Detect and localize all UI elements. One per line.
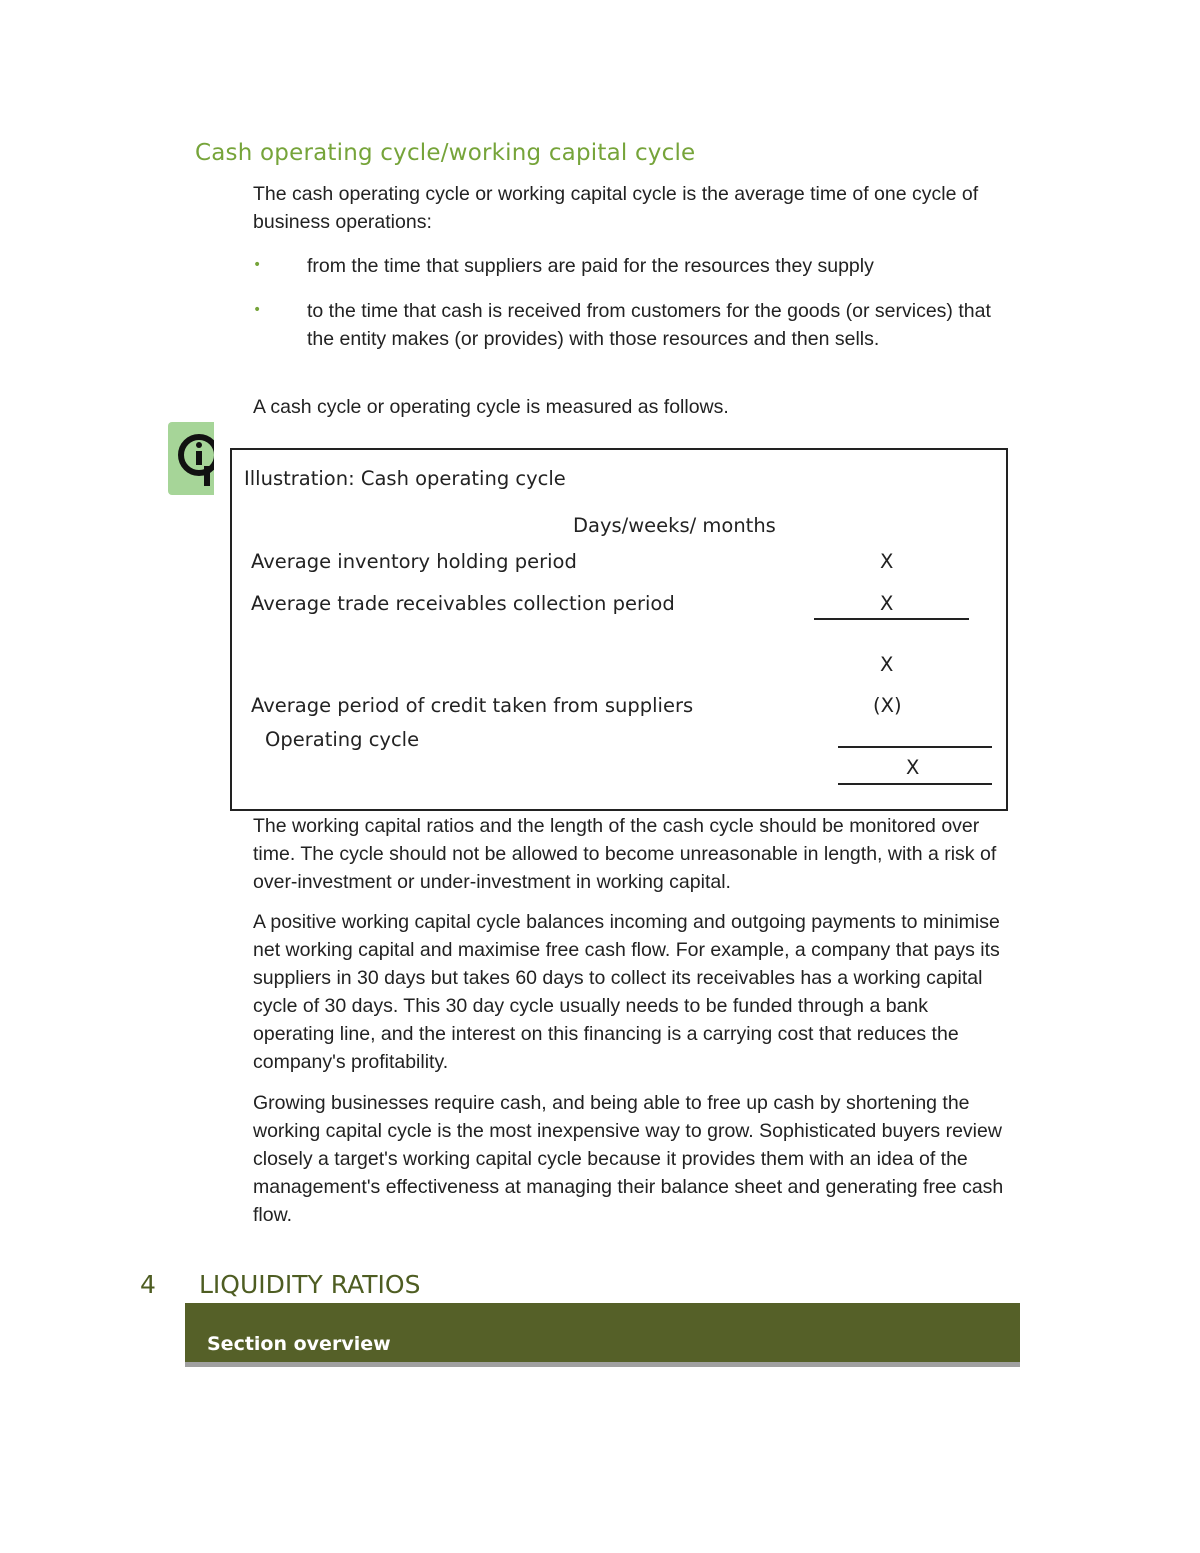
inventory-value: X xyxy=(880,550,894,573)
paragraph-monitoring: The working capital ratios and the length of the cash cycle should be monitored over time. The cycle should not be allowed to become unreasonable in length, with a risk of over-investment or under-investment in working capital. xyxy=(253,815,997,893)
measure-intro: A cash cycle or operating cycle is measured as follows. xyxy=(253,396,729,418)
bullet-marker: • xyxy=(253,257,262,273)
intro-paragraph: The cash operating cycle or working capital cycle is the average time of one cycle of business operations: xyxy=(253,183,979,233)
bullet-marker: • xyxy=(253,302,262,318)
section-heading: Cash operating cycle/working capital cycle xyxy=(195,140,696,166)
subtotal-value: X xyxy=(880,653,894,676)
suppliers-label: Average period of credit taken from suppliers xyxy=(251,694,694,717)
total-bottom-rule xyxy=(838,783,992,785)
illustration-box xyxy=(230,448,1008,811)
paragraph-growing-businesses: Growing businesses require cash, and being able to free up cash by shortening the working capital cycle is the most inexpensive way to grow. Sophisticated buyers review closely a target's working capital cycle because it provides them with an idea of the management's effectiveness at managing their balance sheet and generating free cash flow. xyxy=(253,1092,1004,1226)
illustration-icon-tab xyxy=(168,422,214,495)
suppliers-value: (X) xyxy=(873,694,902,717)
section-title: LIQUIDITY RATIOS xyxy=(199,1270,421,1299)
illustration-title: Illustration: Cash operating cycle xyxy=(244,467,566,490)
section-number: 4 xyxy=(140,1270,156,1299)
subtotal-rule xyxy=(814,618,969,620)
info-icon xyxy=(168,422,214,495)
paragraph-positive-cycle: A positive working capital cycle balances incoming and outgoing payments to minimise net working capital and maximise free cash flow. For example, a company that pays its suppliers in 30 days but takes 60 days to collect its receivables has a working capital cycle of 30 days. This 30 day cycle usually needs to be funded through a bank operating line, and the interest on this financing is a carrying cost that reduces the company's profitability. xyxy=(253,911,1000,1073)
bullet-item: from the time that suppliers are paid for the resources they supply xyxy=(307,255,874,277)
receivables-label: Average trade receivables collection period xyxy=(251,592,675,615)
column-header: Days/weeks/ months xyxy=(573,514,776,537)
receivables-value: X xyxy=(880,592,894,615)
bullet-item: to the time that cash is received from customers for the goods (or services) that the entity makes (or provides) with those resources and then sells. xyxy=(307,300,991,350)
section-overview-bar xyxy=(185,1303,1020,1367)
inventory-label: Average inventory holding period xyxy=(251,550,577,573)
cycle-label: Operating cycle xyxy=(265,728,420,751)
section-overview-label: Section overview xyxy=(207,1333,391,1355)
total-top-rule xyxy=(838,746,992,748)
cycle-value: X xyxy=(906,756,920,779)
